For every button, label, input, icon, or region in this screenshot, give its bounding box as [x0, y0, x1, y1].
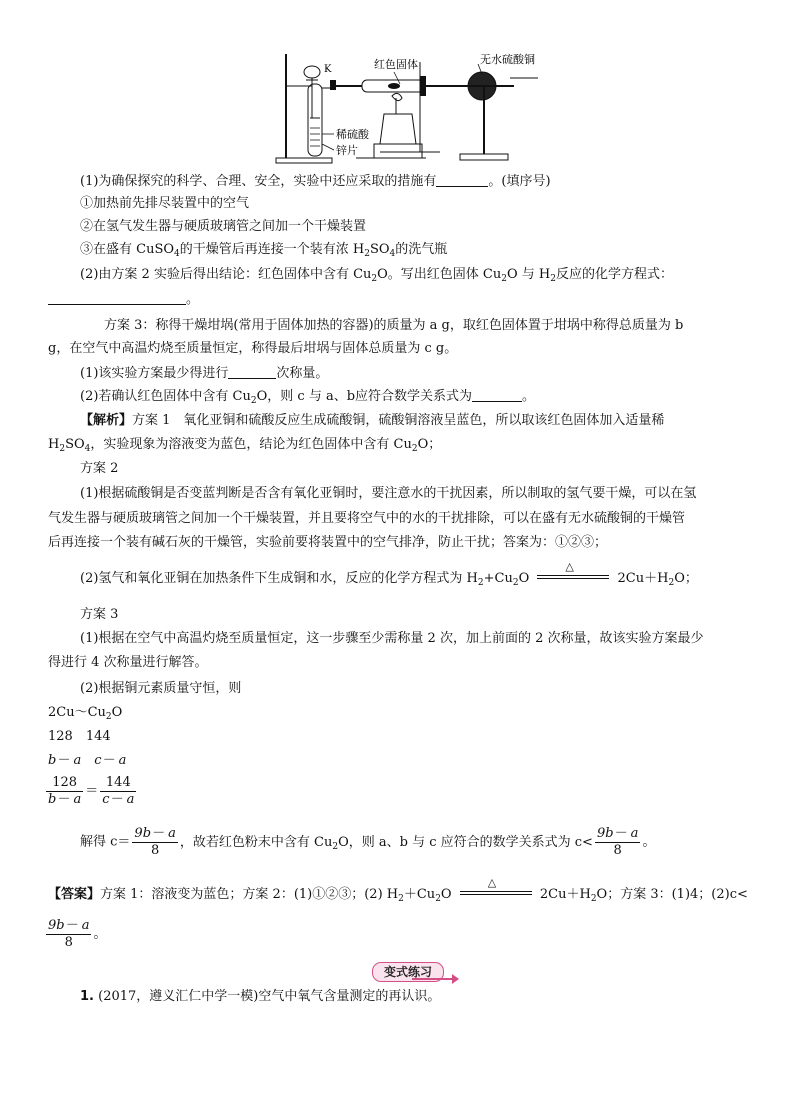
analysis-2-line-3: 后再连接一个装有碱石灰的干燥管，实验前要将装置中的空气排净，防止干扰；答案为：①②③；	[48, 535, 608, 550]
analysis-2-line-2: 气发生器与硬质玻璃管之间加一个干燥装置，并且要将空气中的水的干扰排除，可以在盛有无水硫酸铜的干燥管	[48, 511, 686, 526]
plan-3-line-2: g，在空气中高温灼烧至质量恒定，称得最后坩埚与固体总质量为 c g。	[48, 341, 458, 356]
label-acid: 稀硫酸	[336, 128, 369, 141]
plan-3-line-1: 方案 3：称得干燥坩埚(常用于固体加热的容器)的质量为 a g，取红色固体置于坩埚中称得总质量为 b	[104, 318, 684, 333]
heating-equals-sign-answer: △	[460, 882, 532, 902]
exercise-1: 1. (2017，遵义汇仁中学一模)空气中氧气含量测定的再认识。	[80, 989, 441, 1004]
weigh-count-blank[interactable]	[228, 364, 276, 379]
proportion-equation: $\frac{128}{b- a}$ ＝ $\frac{144}{c- a}$	[48, 775, 135, 807]
relation-line-2: 128 144	[48, 729, 111, 744]
apparatus-figure	[270, 48, 550, 166]
option-3: ③在盛有 CuSO$_4$的干燥管后再连接一个装有浓 $H_2SO_4$的洗气瓶	[80, 242, 448, 259]
label-k: K	[324, 64, 332, 75]
answer-line: 【答案】方案 1：溶液变为蓝色；方案 2：(1)①②③；(2) $H_2+Cu_2O$ △ $2Cu+H_2O$；方案 3：(1)4；(2)c<	[48, 876, 748, 904]
plan-3-heading: 方案 3	[80, 607, 119, 622]
fraction-left: $\frac{128}{b- a}$	[48, 775, 82, 807]
analysis-2-equation: (2)氢气和氧化亚铜在加热条件下生成铜和水，反应的化学方程式为 $H_2+Cu_2O$ △ $2Cu+H_2O$；	[80, 560, 698, 588]
plan-3-question-1: (1)该实验方案最少得进行 次称量。	[80, 366, 329, 381]
solve-line: 解得 c＝ $\frac{9b- a}{8}$ ，故若红色粉末中含有 $Cu_2O$，则 a、b 与 c 应符合的数学关系式为 c< $\frac{9b- a}{8}$ 。	[80, 826, 656, 858]
label-zinc: 锌片	[336, 144, 358, 157]
relation-line-3: b－ a c－ a	[48, 753, 127, 768]
label-anhydrous: 无水硫酸铜	[480, 53, 535, 66]
equation-blank[interactable]	[48, 290, 186, 305]
fraction-right: $\frac{144}{c- a}$	[102, 775, 135, 807]
analysis-2-line-1: (1)根据硫酸铜是否变蓝判断是否含有氧化亚铜时，要注意水的干扰因素，所以制取的氢气要干燥，可以在氢	[80, 486, 697, 501]
analysis-3-line-2: 得进行 4 次称量进行解答。	[48, 655, 208, 670]
option-2: ②在氢气发生器与硬质玻璃管之间加一个干燥装置	[80, 219, 367, 234]
analysis-line-2: $H_2SO_4$，实验现象为溶液变为蓝色，结论为红色固体中含有 $Cu_2O$；	[48, 437, 442, 454]
relation-blank[interactable]	[472, 387, 522, 402]
relation-fraction: $\frac{9b- a}{8}$	[596, 826, 639, 858]
question-2-blank: 。	[48, 290, 199, 309]
plan-2-heading: 方案 2	[80, 461, 119, 476]
option-1: ①加热前先排尽装置中的空气	[80, 196, 250, 211]
answer-blank[interactable]	[436, 172, 488, 187]
plan-3-question-2: (2)若确认红色固体中含有 $Cu_2O$，则 c 与 a、b应符合数学关系式为 。	[80, 389, 536, 406]
analysis-line-1: 【解析】方案 1 氧化亚铜和硫酸反应生成硫酸铜，硫酸铜溶液呈蓝色，所以取该红色固体加入适量稀	[80, 413, 665, 428]
answer-fraction: $\frac{9b- a}{8}$ 。	[48, 918, 107, 950]
question-1: (1)为确保探究的科学、合理、安全，实验中还应采取的措施有 。(填序号)	[80, 174, 551, 189]
analysis-3-line-1: (1)根据在空气中高温灼烧至质量恒定，这一步骤至少需称量 2 次，加上前面的 2 次称量，故该实验方案最少	[80, 631, 704, 646]
variant-practice-badge: 变式练习	[372, 962, 456, 982]
heating-equals-sign: △	[537, 566, 609, 586]
solve-fraction: $\frac{9b- a}{8}$	[134, 826, 176, 858]
answer-relation-fraction: $\frac{9b- a}{8}$	[48, 918, 90, 950]
label-red-solid: 红色固体	[374, 58, 418, 71]
relation-line-1: $2Cu\sim Cu_2O$	[48, 705, 123, 722]
question-2: (2)由方案 2 实验后得出结论：红色固体中含有 $Cu_2O$。写出红色固体 $Cu_2O$ 与 $H_2$反应的化学方程式：	[80, 267, 674, 284]
analysis-3-line-3: (2)根据铜元素质量守恒，则	[80, 681, 242, 696]
